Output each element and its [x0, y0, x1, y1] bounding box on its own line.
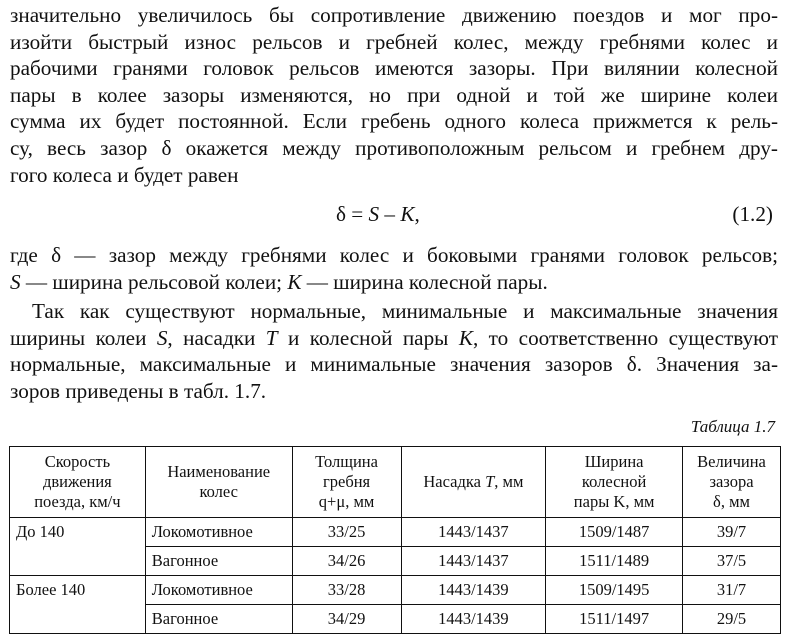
- text-line: [10, 269, 778, 296]
- symbol-T: T: [265, 325, 278, 350]
- gap-table: [9, 446, 781, 634]
- paragraph-where: [10, 242, 778, 295]
- cell-nasadka: 1443/1439: [401, 576, 546, 605]
- text-line: значительно увеличилось бы сопротивление движению поездов и мог про-: [10, 3, 778, 27]
- formula-expression: [336, 202, 420, 227]
- text-segment: , насадки: [167, 325, 266, 350]
- paragraph-values: [10, 298, 778, 404]
- symbol-K: K: [287, 269, 302, 294]
- formula-number: (1.2): [732, 202, 773, 226]
- text-line: Так как существуют нормальные, минимальные и максимальные значения: [32, 299, 778, 323]
- header-speed: Скорость движения поезда, км/ч: [10, 447, 146, 518]
- table-row: [10, 518, 781, 547]
- formula-K: K: [400, 202, 415, 226]
- text-segment: и колесной пары: [277, 325, 459, 350]
- text-line: пары в колее зазоры изменяются, но при одной и той же ширине колеи: [10, 82, 778, 107]
- text-segment: — ширина колесной пары.: [301, 269, 548, 294]
- table-row: [10, 576, 781, 605]
- text-line: [10, 325, 778, 352]
- symbol-K: K: [458, 325, 473, 350]
- cell-name: Локомотивное: [145, 576, 292, 605]
- text-line: сумма их будет постоянной. Если гребень одного колеса прижмется к рель-: [10, 109, 778, 134]
- formula-1-2: [0, 202, 785, 230]
- cell-speed: Более 140: [10, 576, 146, 634]
- cell-name: Локомотивное: [145, 518, 292, 547]
- cell-thickness: 34/29: [292, 605, 401, 634]
- cell-gap: 31/7: [683, 576, 781, 605]
- text-segment: — ширина рельсовой колеи;: [20, 269, 288, 294]
- header-width: Ширина колесной пары K, мм: [546, 447, 683, 518]
- cell-name: Вагонное: [145, 547, 292, 576]
- cell-nasadka: 1443/1437: [401, 518, 546, 547]
- text-line: рабочими гранями головок рельсов имеются зазоры. При вилянии колесной: [10, 56, 778, 81]
- formula-S: S: [368, 202, 380, 226]
- header-nasadka: Насадка T, мм: [401, 447, 546, 518]
- cell-thickness: 33/28: [292, 576, 401, 605]
- symbol-S: S: [10, 269, 21, 294]
- formula-delta: δ: [336, 202, 346, 226]
- formula-equals: =: [345, 202, 369, 226]
- formula-minus: –: [379, 202, 401, 226]
- text-line: су, весь зазор δ окажется между противоположным рельсом и гребнем дру-: [10, 135, 778, 160]
- table-header-row: [10, 447, 781, 518]
- cell-width: 1509/1487: [546, 518, 683, 547]
- cell-speed: До 140: [10, 518, 146, 576]
- symbol-S: S: [156, 325, 168, 350]
- text-line: нормальные, максимальные и минимальные значения зазоров δ. Значения за-: [10, 352, 778, 377]
- table-caption: Таблица 1.7: [690, 417, 775, 436]
- text-segment: , то соответственно существуют: [472, 325, 778, 350]
- paragraph-wheel-gaps: [10, 2, 778, 188]
- cell-gap: 39/7: [683, 518, 781, 547]
- text-line: гого колеса и будет равен: [10, 162, 239, 187]
- cell-width: 1511/1489: [546, 547, 683, 576]
- cell-thickness: 33/25: [292, 518, 401, 547]
- header-thickness: Толщина гребня q+μ, мм: [292, 447, 401, 518]
- text-line: изойти быстрый износ рельсов и гребней колес, между гребнями колес и: [10, 29, 778, 54]
- formula-comma: ,: [414, 202, 420, 226]
- text-line: где δ — зазор между гребнями колес и боковыми гранями головок рельсов;: [10, 243, 778, 267]
- text-segment: ширины колеи: [10, 325, 157, 350]
- text-line: зоров приведены в табл. 1.7.: [10, 378, 267, 403]
- cell-nasadka: 1443/1437: [401, 547, 546, 576]
- cell-gap: 37/5: [683, 547, 781, 576]
- header-name: Наименование колес: [145, 447, 292, 518]
- cell-width: 1511/1497: [546, 605, 683, 634]
- cell-width: 1509/1495: [546, 576, 683, 605]
- header-gap: Величина зазора δ, мм: [683, 447, 781, 518]
- cell-thickness: 34/26: [292, 547, 401, 576]
- cell-gap: 29/5: [683, 605, 781, 634]
- cell-name: Вагонное: [145, 605, 292, 634]
- cell-nasadka: 1443/1439: [401, 605, 546, 634]
